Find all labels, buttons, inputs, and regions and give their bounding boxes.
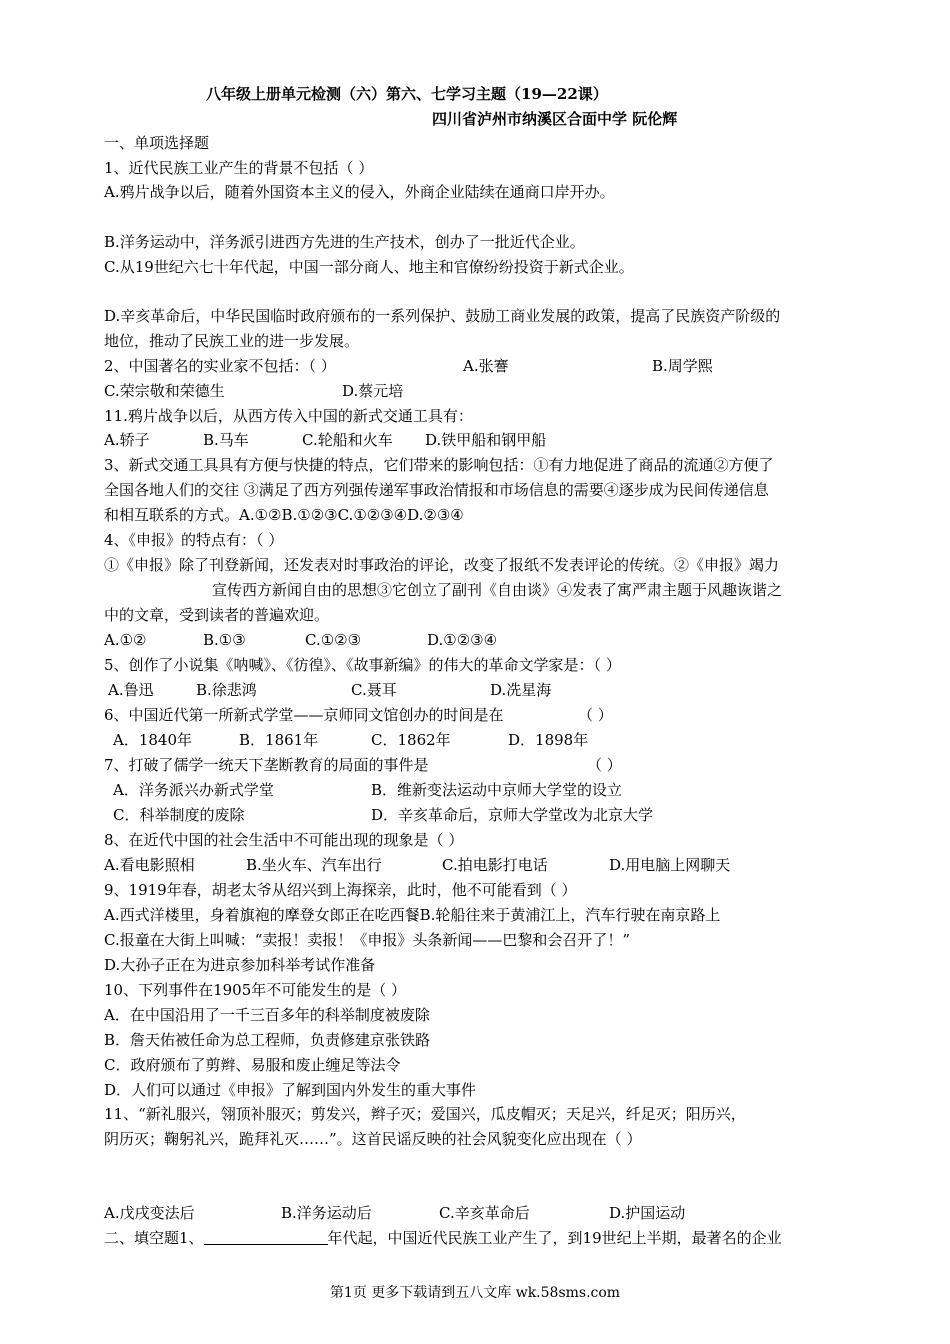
section-fill-in-prefix: 二、填空题1、 [104,1229,204,1247]
question-9-options-ab: A.西式洋楼里，身着旗袍的摩登女郎正在吃西餐B.轮船往来于黄浦江上，汽车行驶在南京路上 [104,906,721,924]
question-11-option-c: C.辛亥革命后 [439,1204,530,1222]
question-9-option-d: D.大孙子正在为进京参加科举考试作准备 [104,956,376,974]
question-5-option-a: A.鲁迅 [108,681,154,699]
question-6-option-d: D．1898年 [508,731,589,749]
question-1-option-c: C.从19世纪六七十年代起，中国一部分商人、地主和官僚纷纷投资于新式企业。 [104,258,634,276]
question-5-stem: 5、创作了小说集《呐喊》、《彷徨》、《故事新编》的伟大的革命文学家是：（ ） [104,656,621,674]
question-3-line2: 全国各地人们的交往 ③满足了西方列强传递军事政治情报和市场信息的需要④逐步成为民间传递信息 [104,481,769,499]
question-8-stem: 8、在近代中国的社会生活中不可能出现的现象是（ ） [104,831,464,849]
question-2-option-b: B.周学熙 [652,357,713,375]
question-1-option-d-line1: D.辛亥革命后，中华民国临时政府颁布的一系列保护、鼓励工商业发展的政策，提高了民族资产阶级的 [104,307,781,325]
question-5-option-b: B.徐悲鸿 [196,681,257,699]
question-8-option-c: C.拍电影打电话 [442,856,548,874]
question-1-stem: 1、近代民族工业产生的背景不包括（ ） [104,159,374,177]
question-4-stem: 4、《申报》的特点有：（ ） [104,531,284,549]
question-6-option-c: C．1862年 [371,731,451,749]
question-4-option-d: D.①②③④ [427,631,498,649]
question-transport-option-c: C.轮船和火车 [302,431,393,449]
question-11-option-d: D.护国运动 [609,1204,686,1222]
section-heading-single-choice: 一、单项选择题 [104,134,210,152]
question-transport-stem: 11.鸦片战争以后，从西方传入中国的新式交通工具有： [104,407,473,425]
question-8-option-a: A.看电影照相 [104,856,195,874]
question-3-line3: 和相互联系的方式。A.①②B.①②③C.①②③④D.②③④ [104,506,464,524]
question-transport-option-d: D.铁甲船和钢甲船 [425,431,547,449]
document-author: 四川省泸州市纳溪区合面中学 阮伦辉 [432,110,678,128]
question-1-option-a: A.鸦片战争以后，随着外国资本主义的侵入，外商企业陆续在通商口岸开办。 [104,183,615,201]
question-7-option-c: C．科举制度的废除 [113,806,245,824]
question-11-line1: 11、“新礼服兴，翎顶补服灭；剪发兴，辫子灭；爱国兴，瓜皮帽灭；天足兴，纤足灭；阳历兴， [104,1105,746,1123]
question-2-stem: 2、中国著名的实业家不包括：（ ） [104,357,336,375]
question-11-line2: 阴历灭；鞠躬礼兴，跪拜礼灭……”。这首民谣反映的社会风貌变化应出现在（ ） [104,1130,642,1148]
question-3-line1: 3、新式交通工具具有方便与快捷的特点，它们带来的影响包括：①有力地促进了商品的流通②方便了 [104,456,774,474]
question-4-option-c: C.①②③ [305,631,362,649]
question-10-option-a: A．在中国沿用了一千三百多年的科举制度被废除 [104,1006,430,1024]
question-4-option-b: B.①③ [203,631,246,649]
section-fill-in-suffix: 年代起，中国近代民族工业产生了，到19世纪上半期，最著名的企业 [327,1229,782,1247]
question-6-stem: 6、中国近代第一所新式学堂——京师同文馆创办的时间是在 [104,706,504,724]
fill-in-blank-1[interactable] [204,1230,328,1245]
question-2-option-c: C.荣宗敬和荣德生 [104,382,225,400]
section-fill-in-line [104,1228,782,1248]
question-7-option-a: A．洋务派兴办新式学堂 [113,781,274,799]
question-10-option-d: D．人们可以通过《申报》了解到国内外发生的重大事件 [104,1081,477,1099]
question-7-stem: 7、打破了儒学一统天下垄断教育的局面的事件是 [104,756,429,774]
question-transport-option-a: A.轿子 [104,431,150,449]
question-4-line1: ①《申报》除了刊登新闻，还发表对时事政治的评论，改变了报纸不发表评论的传统。②《申报》竭力 [104,556,780,574]
question-11-option-a: A.戊戌变法后 [104,1204,195,1222]
question-4-line2: 宣传西方新闻自由的思想③它创立了副刊《自由谈》④发表了寓严肃主题于风趣诙谐之 [212,581,783,599]
question-7-option-b: B．维新变法运动中京师大学堂的设立 [371,781,623,799]
question-4-option-a: A.①② [104,631,147,649]
question-9-option-c: C.报童在大街上叫喊：“卖报！卖报！《申报》头条新闻——巴黎和会召开了！” [104,931,631,949]
question-8-option-b: B.坐火车、汽车出行 [246,856,382,874]
question-2-option-d: D.蔡元培 [342,382,404,400]
question-5-option-c: C.聂耳 [351,681,397,699]
question-11-option-b: B.洋务运动后 [281,1204,372,1222]
question-6-answer-paren: （ ） [578,706,613,724]
question-9-stem: 9、1919年春，胡老太爷从绍兴到上海探亲，此时，他不可能看到（ ） [104,881,577,899]
question-7-answer-paren: （ ） [587,756,622,774]
page-footer: 第1页 更多下载请到五八文库 wk.58sms.com [329,1285,621,1301]
question-6-option-a: A．1840年 [113,731,193,749]
question-10-option-b: B．詹天佑被任命为总工程师，负责修建京张铁路 [104,1031,431,1049]
question-4-line3: 中的文章，受到读者的普遍欢迎。 [104,606,330,624]
question-2-option-a: A.张謇 [463,357,509,375]
question-transport-option-b: B.马车 [203,431,249,449]
question-8-option-d: D.用电脑上网聊天 [609,856,731,874]
question-7-option-d: D．辛亥革命后，京师大学堂改为北京大学 [371,806,654,824]
document-title: 八年级上册单元检测（六）第六、七学习主题（19—22课） [206,85,608,103]
question-6-option-b: B．1861年 [239,731,319,749]
question-1-option-d-line2: 地位，推动了民族工业的进一步发展。 [104,332,360,350]
question-5-option-d: D.冼星海 [490,681,552,699]
question-1-option-b: B.洋务运动中，洋务派引进西方先进的生产技术，创办了一批近代企业。 [104,233,585,251]
question-10-stem: 10、下列事件在1905年不可能发生的是（ ） [104,981,407,999]
question-10-option-c: C．政府颁布了剪辫、易服和废止缠足等法令 [104,1056,401,1074]
